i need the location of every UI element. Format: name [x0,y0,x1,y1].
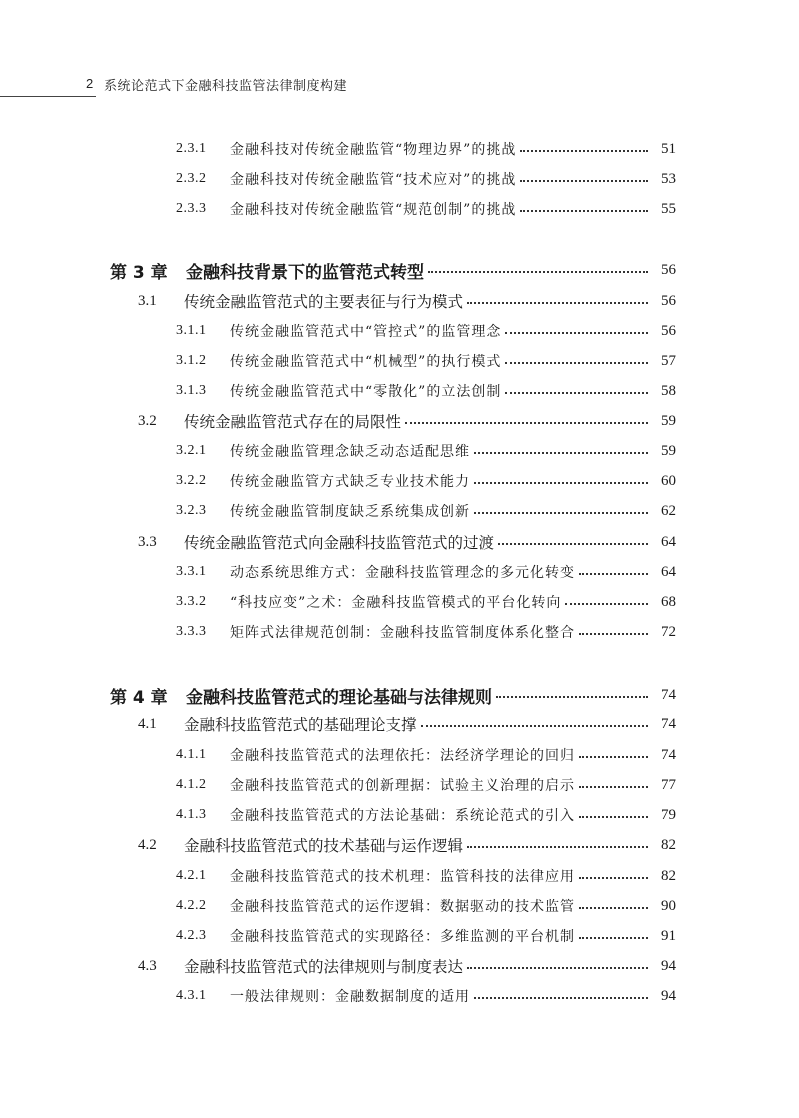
toc-entry-3-1-2[interactable] [176,350,676,372]
toc-section-3-3[interactable] [138,531,676,553]
toc-entry-number: 3.1.1 [176,323,207,338]
toc-entry-page: 59 [661,442,676,459]
toc-entry-title: 动态系统思维方式：金融科技监管理念的多元化转变 [230,565,575,581]
toc-section-4-1[interactable] [138,713,676,735]
toc-entry-page: 77 [661,776,676,793]
toc-entry-title: 传统金融监管范式中“管控式”的监管理念 [230,324,502,340]
toc-entry-title: 传统金融监管范式中“零散化”的立法创制 [230,384,502,400]
leader-dots [428,271,648,273]
header-book-title: 系统论范式下金融科技监管法律制度构建 [104,79,348,94]
toc-entry-4-3-1[interactable] [176,985,676,1007]
toc-entry-number: 2.3.3 [176,201,207,216]
toc-entry-title: 金融科技对传统金融监管“物理边界”的挑战 [230,142,517,158]
toc-entry-3-2-2[interactable] [176,470,676,492]
toc-entry-number: 4.2.1 [176,868,207,883]
toc-entry-page: 53 [661,170,676,187]
section-number: 3.3 [138,533,157,550]
toc-entry-number: 2.3.2 [176,171,207,186]
toc-entry-page: 51 [661,140,676,157]
toc-entry-4-2-1[interactable] [176,865,676,887]
leader-dots [467,846,648,848]
section-title: 传统金融监管范式存在的局限性 [184,413,402,431]
leader-dots [496,696,648,698]
toc-entry-title: 金融科技对传统金融监管“规范创制”的挑战 [230,202,517,218]
toc-chapter-3[interactable] [110,257,676,283]
toc-section-4-2[interactable] [138,834,676,856]
leader-dots [474,512,648,514]
toc-entry-page: 60 [661,472,676,489]
section-title: 金融科技监管范式的技术基础与运作逻辑 [184,837,464,855]
toc-entry-page: 90 [661,897,676,914]
leader-dots [579,816,648,818]
toc-entry-number: 4.3.1 [176,988,207,1003]
section-page: 94 [661,957,676,974]
toc-entry-page: 82 [661,867,676,884]
section-number: 4.1 [138,715,157,732]
toc-entry-page: 58 [661,382,676,399]
section-page: 64 [661,533,676,550]
toc-entry-number: 4.1.1 [176,747,207,762]
toc-entry-page: 57 [661,352,676,369]
toc-entry-page: 68 [661,593,676,610]
toc-entry-number: 3.3.3 [176,624,207,639]
section-page: 59 [661,412,676,429]
toc-entry-3-3-2[interactable] [176,591,676,613]
toc-entry-number: 3.1.3 [176,383,207,398]
leader-dots [520,180,648,182]
leader-dots [505,362,648,364]
leader-dots [505,332,648,334]
toc-entry-3-3-3[interactable] [176,621,676,643]
toc-entry-title: 金融科技监管范式的运作逻辑：数据驱动的技术监管 [230,899,575,915]
leader-dots [579,786,648,788]
leader-dots [579,573,648,575]
toc-chapter-4[interactable] [110,682,676,708]
toc-entry-title: 传统金融监管方式缺乏专业技术能力 [230,474,470,490]
chapter-number: 第 4 章 [110,687,168,708]
leader-dots [565,603,648,605]
section-title: 传统金融监管范式的主要表征与行为模式 [184,293,464,311]
toc-entry-page: 55 [661,200,676,217]
toc-entry-page: 94 [661,987,676,1004]
toc-entry-3-2-3[interactable] [176,500,676,522]
leader-dots [579,877,648,879]
toc-entry-2-3-2[interactable] [176,168,676,190]
leader-dots [467,302,648,304]
leader-dots [579,633,648,635]
header-rule [0,96,96,97]
toc-entry-2-3-3[interactable] [176,198,676,220]
toc-entry-title: 金融科技监管范式的实现路径：多维监测的平台机制 [230,929,575,945]
toc-entry-number: 3.1.2 [176,353,207,368]
toc-entry-page: 62 [661,502,676,519]
toc-entry-number: 4.1.2 [176,777,207,792]
toc-entry-title: 金融科技监管范式的创新理据：试验主义治理的启示 [230,778,575,794]
leader-dots [579,756,648,758]
toc-entry-2-3-1[interactable] [176,138,676,160]
toc-entry-page: 91 [661,927,676,944]
toc-entry-number: 3.3.1 [176,564,207,579]
chapter-page: 56 [661,261,676,278]
section-number: 3.2 [138,412,157,429]
toc-entry-title: 矩阵式法律规范创制：金融科技监管制度体系化整合 [230,625,575,641]
leader-dots [467,967,648,969]
toc-entry-title: 传统金融监管范式中“机械型”的执行模式 [230,354,502,370]
toc-entry-title: 传统金融监管理念缺乏动态适配思维 [230,444,470,460]
leader-dots [520,150,648,152]
leader-dots [520,210,648,212]
section-page: 56 [661,292,676,309]
section-title: 金融科技监管范式的法律规则与制度表达 [184,958,464,976]
leader-dots [405,422,648,424]
toc-section-3-1[interactable] [138,290,676,312]
toc-entry-number: 2.3.1 [176,141,207,156]
toc-entry-4-1-1[interactable] [176,744,676,766]
toc-entry-number: 3.2.3 [176,503,207,518]
running-header [0,72,799,96]
section-page: 74 [661,715,676,732]
toc-entry-page: 64 [661,563,676,580]
toc-entry-title: 金融科技监管范式的方法论基础：系统论范式的引入 [230,808,575,824]
toc-entry-title: 金融科技监管范式的技术机理：监管科技的法律应用 [230,869,575,885]
toc-entry-page: 72 [661,623,676,640]
toc-entry-3-1-1[interactable] [176,320,676,342]
toc-entry-3-3-1[interactable] [176,561,676,583]
toc-entry-page: 74 [661,746,676,763]
leader-dots [498,543,648,545]
leader-dots [474,482,648,484]
toc-entry-title: 金融科技对传统金融监管“技术应对”的挑战 [230,172,517,188]
header-page-number: 2 [86,76,94,91]
leader-dots [474,452,648,454]
section-number: 3.1 [138,292,157,309]
section-title: 传统金融监管范式向金融科技监管范式的过渡 [184,534,495,552]
chapter-page: 74 [661,686,676,703]
toc-section-3-2[interactable] [138,410,676,432]
leader-dots [579,937,648,939]
toc-entry-title: “科技应变”之术：金融科技监管模式的平台化转向 [230,595,562,611]
chapter-title: 金融科技监管范式的理论基础与法律规则 [186,687,492,708]
toc-entry-4-2-3[interactable] [176,925,676,947]
toc-entry-number: 4.1.3 [176,807,207,822]
toc-entry-page: 79 [661,806,676,823]
toc-entry-3-1-3[interactable] [176,380,676,402]
toc-entry-number: 4.2.3 [176,928,207,943]
toc-entry-number: 4.2.2 [176,898,207,913]
section-number: 4.3 [138,957,157,974]
chapter-number: 第 3 章 [110,262,168,283]
toc-entry-title: 一般法律规则：金融数据制度的适用 [230,989,470,1005]
toc-entry-title: 金融科技监管范式的法理依托：法经济学理论的回归 [230,748,575,764]
leader-dots [579,907,648,909]
toc-entry-number: 3.3.2 [176,594,207,609]
section-number: 4.2 [138,836,157,853]
toc-entry-number: 3.2.2 [176,473,207,488]
toc-entry-number: 3.2.1 [176,443,207,458]
toc-entry-4-2-2[interactable] [176,895,676,917]
leader-dots [474,997,648,999]
leader-dots [505,392,648,394]
toc-entry-3-2-1[interactable] [176,440,676,462]
toc-entry-4-1-3[interactable] [176,804,676,826]
chapter-title: 金融科技背景下的监管范式转型 [186,262,424,283]
toc-entry-4-1-2[interactable] [176,774,676,796]
section-page: 82 [661,836,676,853]
toc-entry-page: 56 [661,322,676,339]
toc-section-4-3[interactable] [138,955,676,977]
toc-entry-title: 传统金融监管制度缺乏系统集成创新 [230,504,470,520]
section-title: 金融科技监管范式的基础理论支撑 [184,716,417,734]
leader-dots [421,725,648,727]
